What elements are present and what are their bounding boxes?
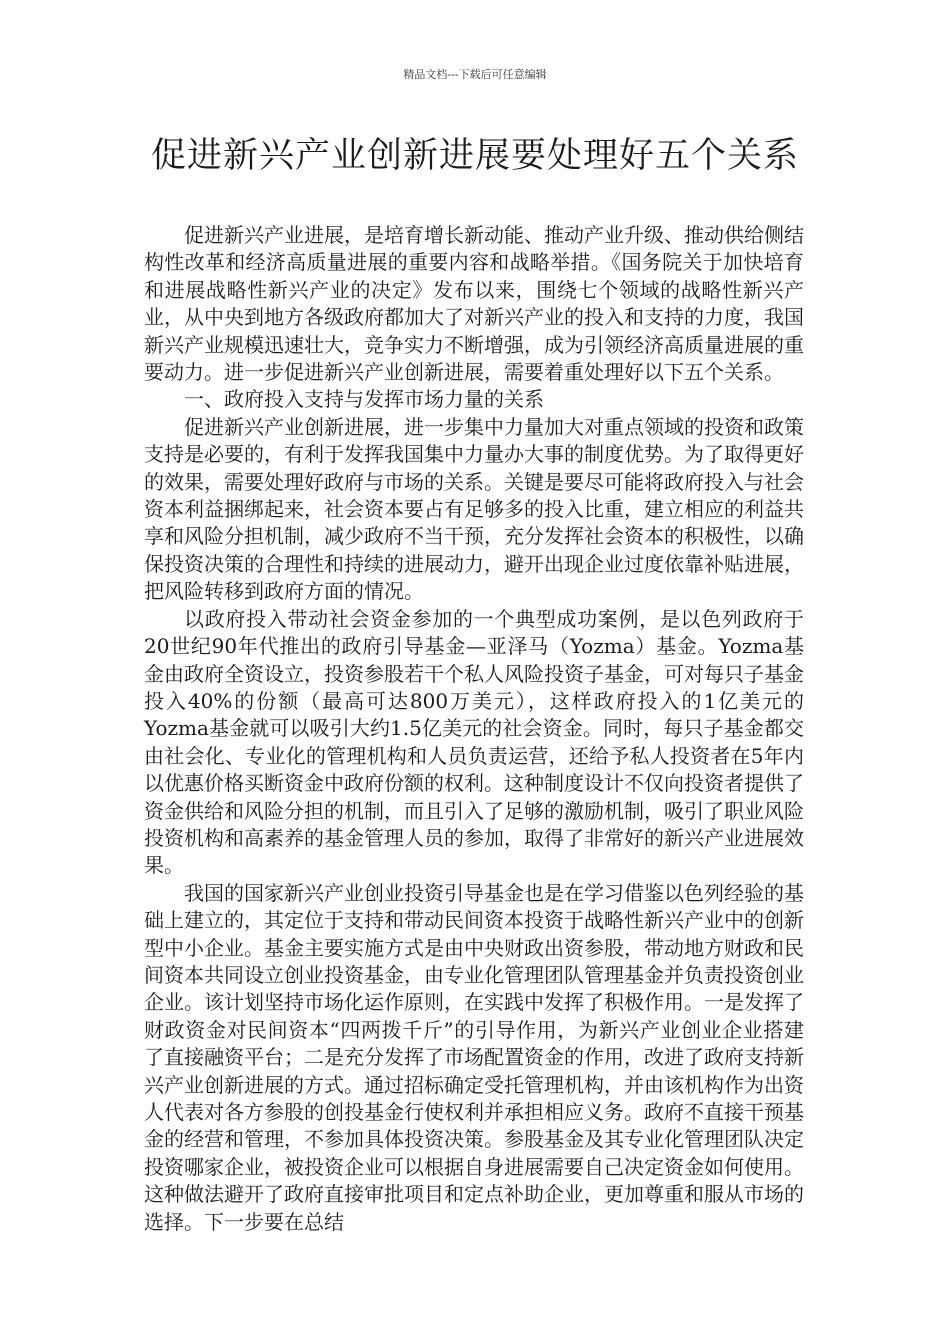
document-body <box>144 222 804 1236</box>
page-header-note: 精品文档---下载后可任意编辑 <box>403 68 547 81</box>
body-paragraph-intro: 促进新兴产业进展，是培育增长新动能、推动产业升级、推动供给侧结构性改革和经济高质量进展的重要内容和战略举措。《国务院关于加快培育和进展战略性新兴产业的决定》发布以来，围绕七个领域的战略性新兴产业，从中央到地方各级政府都加大了对新兴产业的投入和支持的力度，我国新兴产业规模迅速壮大，竞争实力不断增强，成为引领经济高质量进展的重要动力。进一步促进新兴产业创新进展，需要着重处理好以下五个关系。 <box>144 223 804 385</box>
body-paragraph-government-market: 促进新兴产业创新进展，进一步集中力量加大对重点领域的投资和政策支持是必要的，有利于发挥我国集中力量办大事的制度优势。为了取得更好的效果，需要处理好政府与市场的关系。关键是要尽可能将政府投入与社会资本利益捆绑起来，社会资本要占有足够多的投入比重，建立相应的利益共享和风险分担机制，减少政府不当干预，充分发挥社会资本的积极性，以确保投资决策的合理性和持续的进展动力，避开出现企业过度依靠补贴进展，把风险转移到政府方面的情况。 <box>144 414 804 604</box>
section-heading-1: 一、政府投入支持与发挥市场力量的关系 <box>184 387 544 412</box>
body-paragraph-yozma-case: 以政府投入带动社会资金参加的一个典型成功案例，是以色列政府于20世纪90年代推出的政府引导基金—亚泽马（Yozma）基金。Yozma基金由政府全资设立，投资参股若干个私人风险投资子基金，可对每只子基金投入40%的份额（最高可达800万美元），这样政府投入的1亿美元的Yozma基金就可以吸引大约1.5亿美元的社会资金。同时，每只子基金都交由社会化、专业化的管理机构和人员负责运营，还给予私人投资者在5年内以优惠价格买断资金中政府份额的权利。这种制度设计不仅向投资者提供了资金供给和风险分担的机制，而且引入了足够的激励机制，吸引了职业风险投资机构和高素养的基金管理人员的参加，取得了非常好的新兴产业进展效果。 <box>144 606 804 878</box>
body-paragraph-national-fund: 我国的国家新兴产业创业投资引导基金也是在学习借鉴以色列经验的基础上建立的，其定位于支持和带动民间资本投资于战略性新兴产业中的创新型中小企业。基金主要实施方式是由中央财政出资参股，带动地方财政和民间资本共同设立创业投资基金，由专业化管理团队管理基金并负责投资创业企业。该计划坚持市场化运作原则，在实践中发挥了积极作用。一是发挥了财政资金对民间资本“四两拨千斤”的引导作用，为新兴产业创业企业搭建了直接融资平台；二是充分发挥了市场配置资金的作用，改进了政府支持新兴产业创新进展的方式。通过招标确定受托管理机构，并由该机构作为出资人代表对各方参股的创投基金行使权利并承担相应义务。政府不直接干预基金的经营和管理，不参加具体投资决策。参股基金及其专业化管理团队决定投资哪家企业，被投资企业可以根据自身进展需要自己决定资金如何使用。这种做法避开了政府直接审批项目和定点补助企业，更加尊重和服从市场的选择。下一步要在总结 <box>144 880 804 1234</box>
document-title: 促进新兴产业创新进展要处理好五个关系 <box>150 136 799 176</box>
